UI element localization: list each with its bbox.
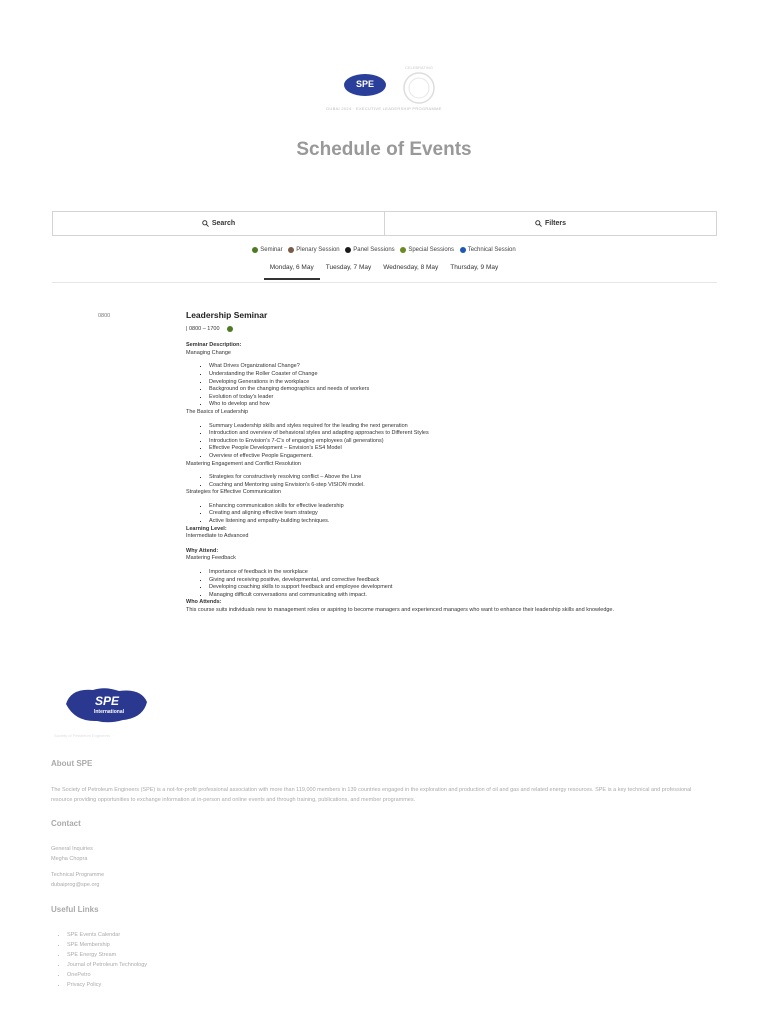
legend-label: Panel Sessions xyxy=(353,247,395,253)
bullet-item: ▪ Giving and receiving positive, developmental, and corrective feedback xyxy=(209,577,716,585)
footer-link[interactable]: • Privacy Policy xyxy=(67,980,147,990)
group-title: Strategies for Effective Communication xyxy=(186,489,281,496)
bullet-item: ▪ Summary Leadership skills and styles required for the leading the next generation xyxy=(209,423,716,431)
bullet-item: ▪ Developing coaching skills to support feedback and employee development xyxy=(209,584,716,592)
bullet-item: ▪ Importance of feedback in the workplace xyxy=(209,569,716,577)
anniversary-badge-icon xyxy=(396,62,442,106)
group-title: Mastering Feedback xyxy=(186,555,236,562)
legend-item-special[interactable] xyxy=(400,247,454,253)
tab-tuesday[interactable]: Tuesday, 7 May xyxy=(325,264,372,271)
useful-links-list xyxy=(67,930,147,990)
search-button[interactable] xyxy=(53,212,384,235)
legend-item-seminar[interactable] xyxy=(252,247,282,253)
legend-dot xyxy=(288,247,294,253)
about-text: The Society of Petroleum Engineers (SPE) is a not-for-profit professional association with more than 119,000 members in 139 countries engaged in the exploration and production of oil and gas and related energy resources. SPE is a key technical and professional resource providing opportunities to exchange information at in-person and online events and through training, publications, and member programmes. xyxy=(51,787,692,803)
useful-links-title: Useful Links xyxy=(51,905,99,914)
who-attends-label: Who Attends: xyxy=(186,599,222,606)
bullet-item: ▪ Overview of effective People Engagement. xyxy=(209,453,716,461)
legend-item-plenary[interactable] xyxy=(288,247,339,253)
search-label: Search xyxy=(211,220,236,227)
session-slot-time: 0800 xyxy=(98,313,111,319)
footer-link[interactable]: • SPE Events Calendar xyxy=(67,930,147,940)
footer-link[interactable]: • Journal of Petroleum Technology xyxy=(67,960,147,970)
anniversary-label: CELEBRATING xyxy=(405,65,433,70)
about-title: About SPE xyxy=(51,759,93,768)
session-card xyxy=(186,312,716,615)
spe-logo-text: SPE xyxy=(355,79,375,89)
contact-title: Contact xyxy=(51,819,81,828)
legend-label: Special Sessions xyxy=(408,247,455,253)
legend-label: Technical Session xyxy=(467,247,516,253)
filters-label: Filters xyxy=(544,220,566,227)
bullet-item: ▪ Introduction to Envision's 7-C's of engaging employees (all generations) xyxy=(209,438,716,446)
bullet-list xyxy=(209,503,716,526)
technical-programme-label: Technical Programme xyxy=(51,872,105,878)
general-inquiries-name[interactable]: Megha Chopra xyxy=(51,856,88,862)
technical-programme-email[interactable]: dubaiprog@spe.org xyxy=(51,882,100,888)
bullet-item: ▪ Active listening and empathy-building techniques. xyxy=(209,518,716,526)
tabs-divider xyxy=(52,282,717,283)
legend-dot xyxy=(460,247,466,253)
legend-item-panel[interactable] xyxy=(345,247,394,253)
group-title: Managing Change xyxy=(186,349,231,356)
day-tabs xyxy=(0,263,768,280)
page-title: Schedule of Events xyxy=(296,139,472,160)
bullet-item: ▪ What Drives Organizational Change? xyxy=(209,363,716,371)
bullet-item: ▪ Strategies for constructively resolving conflict – Above the Line xyxy=(209,474,716,482)
session-type-legend xyxy=(0,247,768,255)
legend-dot xyxy=(345,247,351,253)
bullet-item: ▪ Coaching and Mentoring using Envision's 6-step VISION model. xyxy=(209,482,716,490)
bullet-list xyxy=(209,569,716,599)
bullet-item: ▪ Understanding the Roller Coaster of Change xyxy=(209,371,716,379)
description-label: Seminar Description: xyxy=(186,342,242,349)
bullet-item: ▪ Creating and aligning effective team strategy xyxy=(209,510,716,518)
bullet-item: ▪ Effective People Development – Envision's ES4 Model xyxy=(209,445,716,453)
who-attends-text: This course suits individuals new to management roles or aspiring to become managers and experienced managers who want to enhance their leadership skills and knowledge. xyxy=(186,607,615,613)
legend-label: Plenary Session xyxy=(296,247,340,253)
filter-search-icon xyxy=(535,220,542,227)
legend-item-technical[interactable] xyxy=(460,247,516,253)
spe-logo-icon[interactable] xyxy=(343,72,387,98)
footer-logo-sub: International xyxy=(93,709,125,715)
bullet-list xyxy=(209,363,716,409)
session-type-dot xyxy=(227,326,233,332)
bullet-list xyxy=(209,474,716,489)
bullet-item: ▪ Managing difficult conversations and communicating with impact. xyxy=(209,592,716,600)
footer-logo-text: SPE xyxy=(94,694,120,708)
session-time: | 0800 – 1700 xyxy=(186,325,220,332)
general-inquiries-label: General Inquiries xyxy=(51,846,93,852)
footer-link[interactable]: • SPE Membership xyxy=(67,940,147,950)
search-icon xyxy=(202,220,209,227)
bullet-item: ▪ Background on the changing demographics and needs of workers xyxy=(209,386,716,394)
bullet-list xyxy=(209,423,716,461)
learning-level-value: Intermediate to Advanced xyxy=(186,533,249,540)
footer-spe-logo-icon[interactable] xyxy=(63,684,149,726)
tab-thursday[interactable]: Thursday, 9 May xyxy=(450,264,499,271)
footer-link[interactable]: • OnePetro xyxy=(67,970,147,980)
bullet-item: ▪ Who to develop and how xyxy=(209,401,716,409)
session-title[interactable]: Leadership Seminar xyxy=(186,310,268,320)
filters-button[interactable] xyxy=(384,212,716,235)
session-time-row xyxy=(186,326,716,334)
learning-level-label: Learning Level: xyxy=(186,525,227,532)
legend-dot xyxy=(400,247,406,253)
header xyxy=(0,60,768,120)
bullet-item: ▪ Introduction and overview of behavioral styles and adapting approaches to Different Styles xyxy=(209,430,716,438)
group-title: The Basics of Leadership xyxy=(186,408,249,415)
search-filter-bar xyxy=(52,211,717,236)
header-caption: DUBAI 2024 · EXECUTIVE LEADERSHIP PROGRAMME xyxy=(326,106,442,111)
bullet-item: ▪ Enhancing communication skills for effective leadership xyxy=(209,503,716,511)
legend-label: Seminar xyxy=(260,247,283,253)
legend-dot xyxy=(252,247,258,253)
footer-link[interactable]: • SPE Energy Stream xyxy=(67,950,147,960)
why-attend-label: Why Attend: xyxy=(186,547,219,554)
group-title: Mastering Engagement and Conflict Resolution xyxy=(186,460,301,467)
bullet-item: ▪ Evolution of today's leader xyxy=(209,394,716,402)
bullet-item: ▪ Developing Generations in the workplace xyxy=(209,379,716,387)
footer-tagline: Society of Petroleum Engineers xyxy=(54,733,111,738)
tab-wednesday[interactable]: Wednesday, 8 May xyxy=(383,264,439,271)
tab-monday[interactable]: Monday, 6 May xyxy=(264,263,320,280)
